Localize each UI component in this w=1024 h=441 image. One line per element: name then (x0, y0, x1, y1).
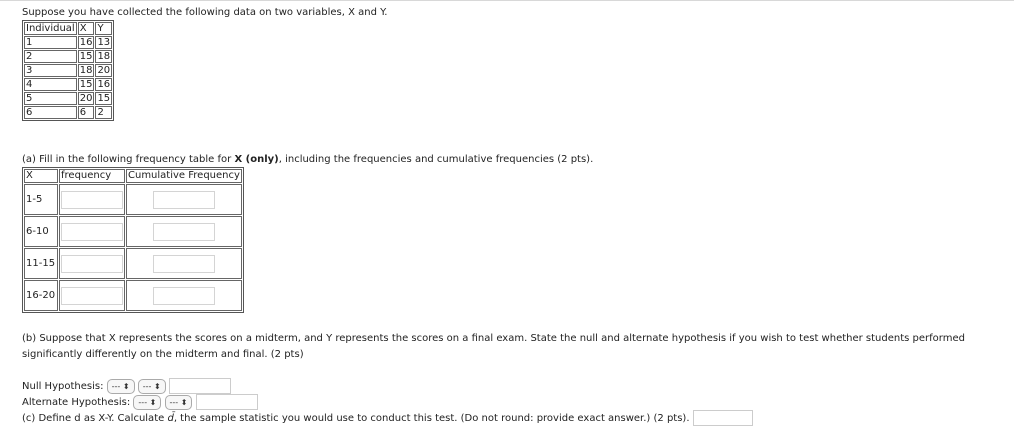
frequency-cell (59, 248, 125, 279)
table-row (24, 64, 112, 77)
select-arrow-icon: ⬍ (122, 381, 130, 391)
x-cell: 16 (79, 37, 93, 48)
part-b-question-line2: significantly differently on the midterm and final. (2 pts) (22, 349, 304, 360)
table-row (24, 36, 112, 49)
range-cell: 11-15 (24, 248, 58, 279)
cumulative-frequency-input[interactable] (153, 287, 215, 305)
cumulative-frequency-input[interactable] (153, 191, 215, 209)
alternate-parameter-select[interactable] (133, 395, 161, 410)
frequency-cell (59, 280, 125, 311)
individual-cell: 5 (24, 92, 77, 105)
cumulative-cell (126, 184, 242, 215)
select-value: --- (138, 397, 148, 407)
d-bar-symbol: d̄ (167, 413, 174, 424)
individual-cell: 1 (24, 36, 77, 49)
individual-cell: 2 (24, 50, 77, 63)
table-row (24, 78, 112, 91)
alternate-value-input[interactable] (196, 394, 258, 410)
d-bar-answer-input[interactable] (693, 410, 753, 426)
frequency-input[interactable] (61, 191, 123, 209)
select-value: --- (142, 381, 152, 391)
range-cell: 1-5 (24, 184, 58, 215)
frequency-input[interactable] (61, 223, 123, 241)
part-a-question (22, 154, 593, 165)
data-table (22, 20, 114, 121)
part-a-prefix: (a) Fill in the following frequency table for (22, 154, 235, 165)
x-cell: 20 (79, 93, 93, 104)
frequency-table (22, 167, 244, 313)
table-row (24, 184, 242, 215)
x-cell: 6 (78, 106, 95, 119)
x-cell: 15 (79, 51, 93, 62)
part-c-prefix: (c) Define d as X-Y. Calculate (22, 413, 168, 424)
y-cell: 18 (97, 51, 111, 62)
null-relation-select[interactable] (138, 379, 166, 394)
part-a-bold: X (only) (234, 154, 279, 165)
header-individual: Individual (26, 23, 75, 34)
individual-cell: 3 (24, 64, 77, 77)
table-row (24, 216, 242, 247)
header-x: X (24, 169, 58, 183)
part-c-question (22, 410, 753, 426)
table-row (24, 106, 112, 119)
y-cell: 20 (97, 65, 111, 76)
frequency-input[interactable] (61, 287, 123, 305)
part-b-question-line1: (b) Suppose that X represents the scores on a midterm, and Y represents the scores on a final exam. State the null and alternate hypothesis if you wish to test whether students performed (22, 333, 965, 344)
table-row (24, 92, 112, 105)
cumulative-frequency-input[interactable] (153, 223, 215, 241)
y-cell: 2 (95, 106, 112, 119)
select-value: --- (169, 397, 179, 407)
alternate-hypothesis-label: Alternate Hypothesis: (22, 397, 131, 408)
header-cumulative-frequency: Cumulative Frequency (128, 170, 240, 181)
part-c-suffix: , the sample statistic you would use to conduct this test. (Do not round: provide exact answer.) (2 pts). (173, 413, 690, 424)
part-a-suffix: , including the frequencies and cumulative frequencies (2 pts). (278, 154, 594, 165)
header-y: Y (95, 22, 112, 35)
select-value: --- (111, 381, 121, 391)
select-arrow-icon: ⬍ (153, 381, 161, 391)
cumulative-cell (126, 248, 242, 279)
alternate-relation-select[interactable] (165, 395, 193, 410)
intro-text: Suppose you have collected the following data on two variables, X and Y. (22, 7, 388, 18)
data-table-header (24, 22, 112, 35)
cumulative-frequency-input[interactable] (153, 255, 215, 273)
table-row (24, 50, 112, 63)
y-cell: 15 (97, 93, 111, 104)
table-row (24, 280, 242, 311)
individual-cell: 6 (24, 106, 77, 119)
top-divider (0, 0, 1014, 1)
alternate-hypothesis-row (22, 394, 258, 410)
frequency-cell (59, 216, 125, 247)
cumulative-cell (126, 216, 242, 247)
range-cell: 6-10 (24, 216, 58, 247)
table-row (24, 248, 242, 279)
null-parameter-select[interactable] (107, 379, 135, 394)
null-hypothesis-label: Null Hypothesis: (22, 381, 104, 392)
x-cell: 18 (79, 65, 93, 76)
cumulative-cell (126, 280, 242, 311)
null-hypothesis-row (22, 378, 231, 394)
select-arrow-icon: ⬍ (149, 397, 157, 407)
select-arrow-icon: ⬍ (180, 397, 188, 407)
frequency-input[interactable] (61, 255, 123, 273)
frequency-cell (59, 184, 125, 215)
individual-cell: 4 (24, 78, 77, 91)
null-value-input[interactable] (169, 378, 231, 394)
header-frequency: frequency (59, 169, 125, 183)
range-cell: 16-20 (24, 280, 58, 311)
y-cell: 16 (97, 79, 111, 90)
x-cell: 15 (79, 79, 93, 90)
frequency-table-header (24, 169, 242, 183)
y-cell: 13 (97, 37, 111, 48)
header-x: X (78, 22, 95, 35)
